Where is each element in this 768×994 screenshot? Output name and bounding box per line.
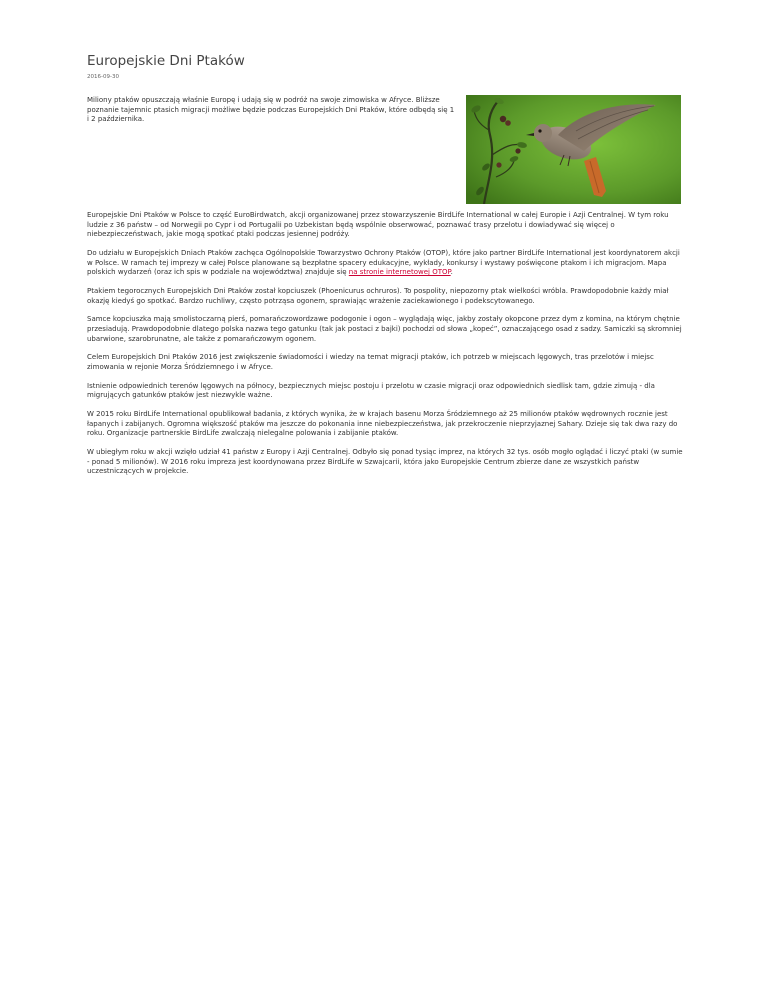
paragraph-redstart-males: Samce kopciuszka mają smolistoczarną pierś, pomarańczowordzawe podogonie i ogon – wyglądają więc, jakby zostały okopcone przez dym z komina, na którym chętnie przesiadują. Prawdopodobnie dlatego polska nazwa tego gatunku (tak jak postaci z bajki) pochodzi od słowa „kopeć”, oznaczającego osad z sadzy. Samiczki są skromniej ubarwione, szarobrunatne, ale także z pomarańczowym ogonem. bbox=[87, 315, 682, 343]
redstart-photo bbox=[466, 95, 681, 204]
paragraph-eurobirdwatch: Europejskie Dni Ptaków w Polsce to część EuroBirdwatch, akcji organizowanej przez stowarzyszenie BirdLife International w całej Europie i Azji Centralnej. W tym roku ludzie z 36 państw – od Norwegii po Cypr i od Portugalii po Uzbekistan będą wspólnie obserwować, poznawać trasy przelotu i dowiadywać się więcej o niebezpieczeństwach, jakie mogą spotkać ptaki podczas jesiennej podróży. bbox=[87, 211, 669, 239]
paragraph-research-2015: W 2015 roku BirdLife International opublikował badania, z których wynika, że w krajach basenu Morza Śródziemnego aż 25 milionów ptaków wędrownych rocznie jest łapanych i zabijanych. Ogromna większość ptaków ma jeszcze do pokonania inne niebezpieczeństwa, jak przekroczenie nieprzyjaznej Sahary. Dzieje się tak dwa razy do roku. Organizacje partnerskie BirdLife zwalczają nielegalne polowania i zabijanie ptaków. bbox=[87, 410, 678, 438]
article-body bbox=[87, 211, 685, 486]
paragraph-last-year: W ubiegłym roku w akcji wzięło udział 41 państw z Europy i Azji Centralnej. Odbyło się ponad tysiąc imprez, na których 32 tys. osób mogło oglądać i liczyć ptaki (w sumie - ponad 5 milionów). W 2016 roku impreza jest koordynowana przez BirdLife w Szwajcarii, która jako Europejskie Centrum zbierze dane ze wszystkich państw uczestniczących w projekcie. bbox=[87, 448, 683, 476]
article-intro: Miliony ptaków opuszczają właśnie Europę i udają się w podróż na swoje zimowiska w Afryce. Bliższe poznanie tajemnic ptasich migracji możliwe będzie podczas Europejskich Dni Ptaków, które odbędą się 1 i 2 października. bbox=[87, 96, 455, 124]
paragraph-otop-text: Do udziału w Europejskich Dniach Ptaków zachęca Ogólnopolskie Towarzystwo Ochrony Ptaków (OTOP), które jako partner BirdLife International jest koordynatorem akcji w Polsce. W ramach tej imprezy w całej Polsce planowane są bezpłatne spacery edukacyjne, wykłady, konkursy i wystawy poświęcone ptakom i ich migracjom. Mapa polskich wydarzeń (oraz ich spis w podziale na województwa) znajduje się bbox=[87, 248, 680, 277]
paragraph-habitats: Istnienie odpowiednich terenów lęgowych na północy, bezpiecznych miejsc postoju i przelotu w czasie migracji oraz odpowiednich siedlisk tam, gdzie zimują - dla migrujących gatunków ptaków jest niezwykle ważne. bbox=[87, 381, 655, 400]
article-title: Europejskie Dni Ptaków bbox=[87, 53, 245, 69]
otop-website-link[interactable]: na stronie internetowej OTOP bbox=[348, 268, 451, 277]
paragraph-otop bbox=[87, 249, 685, 278]
article-date: 2016-09-30 bbox=[87, 74, 119, 80]
paragraph-goal: Celem Europejskich Dni Ptaków 2016 jest zwiększenie świadomości i wiedzy na temat migracji ptaków, ich potrzeb w miejscach lęgowych, tras przelotów i miejsc zimowania w rejonie Morza Śródziemnego i w Afryce. bbox=[87, 353, 654, 371]
paragraph-bird-of-year: Ptakiem tegorocznych Europejskich Dni Ptaków został kopciuszek (Phoenicurus ochruros). To pospolity, niepozorny ptak wielkości wróbla. Prawdopodobnie każdy miał okazję kiedyś go spotkać. Bardzo ruchliwy, często potrząsa ogonem, sprawiając wrażenie zaciekawionego i podekscytowanego. bbox=[87, 286, 669, 305]
paragraph-otop-end: . bbox=[450, 268, 453, 277]
